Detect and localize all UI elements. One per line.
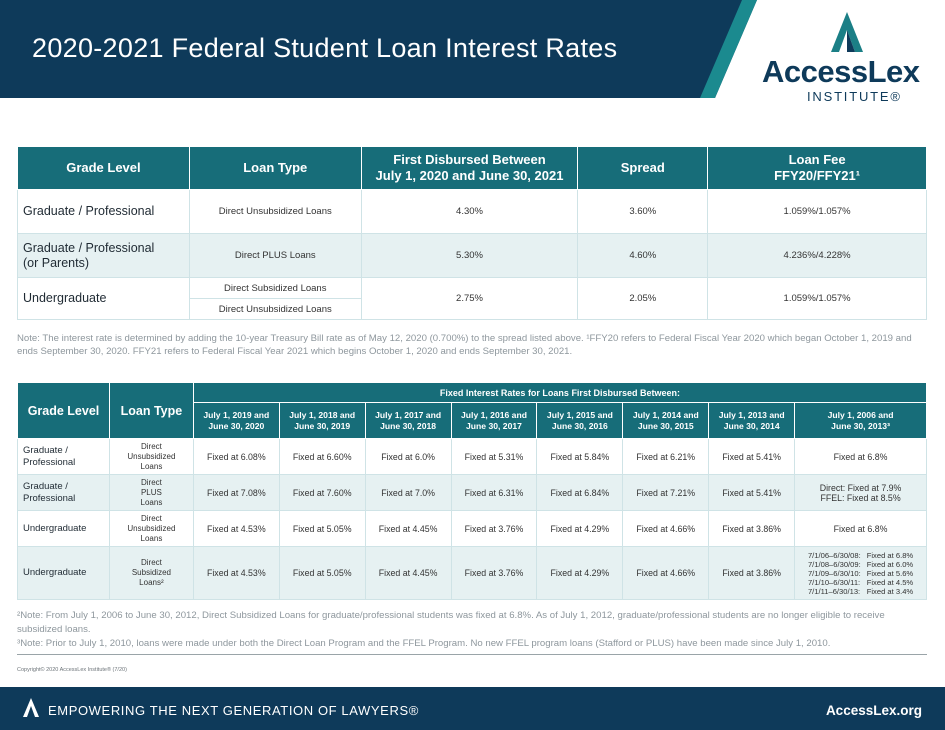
divider bbox=[17, 654, 927, 655]
grade-cell bbox=[18, 439, 110, 475]
grade-line: Graduate / Professional bbox=[23, 240, 155, 255]
loan-line: Direct bbox=[140, 477, 162, 487]
header-line: FFY20/FFY21¹ bbox=[774, 168, 861, 183]
rate-cell: Fixed at 3.86% bbox=[709, 547, 795, 600]
rate-cell bbox=[795, 547, 927, 600]
col-header-period bbox=[795, 403, 927, 439]
rate-value: Fixed at 6.0% bbox=[866, 559, 914, 569]
rate-cell: Fixed at 7.08% bbox=[193, 475, 279, 511]
header-line: June 30, 2015 bbox=[637, 420, 694, 431]
spread-cell: 2.05% bbox=[578, 278, 708, 320]
header-line: First Disbursed Between bbox=[393, 152, 546, 167]
footnote-ffel: ³Note: Prior to July 1, 2010, loans were made under both the Direct Loan Program and the FFEL Program. No new FFEL program loans (Stafford or PLUS) have been made since July 1, 2010. bbox=[17, 638, 831, 649]
fee-cell: 1.059%/1.057% bbox=[708, 190, 927, 234]
rate-value: Fixed at 3.4% bbox=[866, 586, 914, 596]
col-header-spread: Spread bbox=[578, 147, 708, 190]
col-header-grade-level: Grade Level bbox=[18, 383, 110, 439]
loan-line: PLUS bbox=[140, 487, 162, 497]
table-row bbox=[18, 547, 927, 600]
grade-line: Graduate / bbox=[23, 480, 68, 492]
logo-wordmark: AccessLex bbox=[762, 54, 920, 89]
interest-rate-note: Note: The interest rate is determined by adding the 10-year Treasury Bill rate as of May 12, 2020 (0.700%) to the spread listed above. ¹FFY20 refers to Federal Fiscal Year 2020 which began October 1, 2019 and ends September 30, 2020. FFY21 refers to Federal Fiscal Year 2021 which begins October 1, 2020 and ends September 30, 2021. bbox=[17, 333, 912, 357]
table-row bbox=[18, 278, 927, 299]
grade-cell: Undergraduate bbox=[18, 547, 110, 600]
rate-cell: Fixed at 4.45% bbox=[365, 547, 451, 600]
page-footer bbox=[0, 687, 945, 730]
loan-line: Subsidized bbox=[131, 568, 171, 577]
header-line: June 30, 2018 bbox=[380, 420, 437, 431]
rate-cell: Fixed at 3.86% bbox=[709, 511, 795, 547]
rate-value: Fixed at 5.6% bbox=[866, 568, 914, 578]
grade-line: Graduate / bbox=[23, 444, 68, 456]
header-line: July 1, 2013 and bbox=[718, 409, 785, 420]
col-header-period bbox=[623, 403, 709, 439]
col-header-loan-fee bbox=[708, 147, 927, 190]
rate-cell: Fixed at 6.8% bbox=[795, 511, 927, 547]
footnote-subsidized: ²Note: From July 1, 2006 to June 30, 2012, Direct Subsidized Loans for graduate/professional students was fixed at 6.8%. As of July 1, 2012, graduate/professional students are no longer eligible to receive subsidized loans. bbox=[17, 610, 885, 635]
spread-cell: 4.60% bbox=[578, 234, 708, 278]
header-line: June 30, 2013³ bbox=[831, 420, 890, 431]
rate-cell: Fixed at 6.60% bbox=[279, 439, 365, 475]
rate-cell: Fixed at 6.21% bbox=[623, 439, 709, 475]
rate-cell bbox=[795, 475, 927, 511]
rate-cell: Fixed at 7.21% bbox=[623, 475, 709, 511]
loan-type-cell: Direct Subsidized Loans bbox=[189, 278, 361, 299]
rate-cell: 4.30% bbox=[361, 190, 578, 234]
rate-cell: Fixed at 3.76% bbox=[451, 511, 537, 547]
rate-value: Fixed at 4.5% bbox=[866, 577, 914, 587]
current-rates-table bbox=[17, 146, 927, 320]
page-header bbox=[0, 0, 945, 104]
table-row bbox=[18, 439, 927, 475]
rate-cell: Fixed at 4.45% bbox=[365, 511, 451, 547]
rate-cell: Fixed at 4.66% bbox=[623, 547, 709, 600]
accesslex-logo[interactable] bbox=[760, 10, 930, 104]
rate-cell: Fixed at 4.29% bbox=[537, 547, 623, 600]
header-line: June 30, 2019 bbox=[294, 420, 351, 431]
loan-type-cell: Direct PLUS Loans bbox=[189, 234, 361, 278]
logo-institute: INSTITUTE® bbox=[807, 89, 902, 104]
rate-period: 7/1/11–6/30/13: bbox=[807, 586, 861, 596]
grade-cell: Undergraduate bbox=[18, 278, 190, 320]
loan-line: Direct bbox=[140, 558, 162, 567]
header-line: June 30, 2017 bbox=[466, 420, 522, 431]
col-header-first-disbursed bbox=[361, 147, 578, 190]
header-line: July 1, 2014 and bbox=[632, 409, 699, 420]
header-line: June 30, 2020 bbox=[208, 420, 265, 431]
rate-cell: Fixed at 4.53% bbox=[193, 547, 279, 600]
historical-rates-table bbox=[17, 382, 927, 600]
table-row bbox=[18, 190, 927, 234]
grade-line: Professional bbox=[23, 456, 76, 468]
header-line: July 1, 2006 and bbox=[827, 409, 894, 420]
rate-cell: 5.30% bbox=[361, 234, 578, 278]
page-title: 2020-2021 Federal Student Loan Interest Rates bbox=[32, 33, 618, 63]
rate-value: Fixed at 6.8% bbox=[866, 550, 914, 560]
rate-cell: Fixed at 7.0% bbox=[365, 475, 451, 511]
rate-history-line bbox=[808, 569, 913, 578]
accesslex-a-logo-icon bbox=[22, 697, 40, 718]
header-line: July 1, 2015 and bbox=[546, 409, 613, 420]
header-line: July 1, 2017 and bbox=[375, 409, 442, 420]
website-link[interactable]: AccessLex.org bbox=[825, 703, 922, 718]
loan-line: Loans bbox=[140, 461, 163, 471]
header-line: July 1, 2016 and bbox=[461, 409, 527, 420]
fee-cell: 1.059%/1.057% bbox=[708, 278, 927, 320]
rate-cell: Fixed at 5.41% bbox=[709, 475, 795, 511]
header-line: June 30, 2014 bbox=[723, 420, 780, 431]
table-header-row bbox=[18, 147, 927, 190]
rate-period: 7/1/06–6/30/08: bbox=[807, 550, 861, 560]
loan-type-cell bbox=[109, 475, 193, 511]
loan-line: Unsubsidized bbox=[127, 451, 176, 461]
col-header-period bbox=[279, 403, 365, 439]
rate-cell: 2.75% bbox=[361, 278, 578, 320]
rate-history-line bbox=[808, 587, 913, 596]
rate-cell: Fixed at 4.29% bbox=[537, 511, 623, 547]
rate-cell: Fixed at 5.84% bbox=[537, 439, 623, 475]
col-header-loan-type: Loan Type bbox=[189, 147, 361, 190]
header-line: July 1, 2020 and June 30, 2021 bbox=[375, 168, 564, 183]
loan-line: Direct bbox=[140, 513, 162, 523]
loan-line: Direct bbox=[140, 441, 162, 451]
rate-period: 7/1/09–6/30/10: bbox=[807, 568, 861, 578]
loan-type-cell bbox=[109, 439, 193, 475]
rate-history-list bbox=[808, 551, 913, 596]
table-row bbox=[18, 475, 927, 511]
loan-type-cell bbox=[109, 547, 193, 600]
table-header-row bbox=[18, 383, 927, 403]
accesslex-a-logo-icon bbox=[830, 10, 864, 54]
rate-cell: Fixed at 5.05% bbox=[279, 547, 365, 600]
rate-line: Direct: Fixed at 7.9% bbox=[819, 482, 902, 493]
col-header-period bbox=[451, 403, 537, 439]
fee-cell: 4.236%/4.228% bbox=[708, 234, 927, 278]
rate-cell: Fixed at 6.31% bbox=[451, 475, 537, 511]
rate-cell: Fixed at 7.60% bbox=[279, 475, 365, 511]
col-header-loan-type: Loan Type bbox=[109, 383, 193, 439]
rate-cell: Fixed at 6.08% bbox=[193, 439, 279, 475]
loan-line: Loans bbox=[140, 497, 163, 507]
grade-line: Professional bbox=[23, 492, 76, 504]
grade-cell: Undergraduate bbox=[18, 511, 110, 547]
rate-cell: Fixed at 6.0% bbox=[365, 439, 451, 475]
rate-history-line bbox=[808, 578, 913, 587]
rate-cell: Fixed at 5.41% bbox=[709, 439, 795, 475]
header-line: Loan Fee bbox=[788, 152, 846, 167]
rate-cell: Fixed at 6.84% bbox=[537, 475, 623, 511]
spread-cell: 3.60% bbox=[578, 190, 708, 234]
footer-tagline: EMPOWERING THE NEXT GENERATION OF LAWYERS® bbox=[48, 703, 419, 718]
loan-line: Loans bbox=[140, 533, 163, 543]
rate-period: 7/1/10–6/30/11: bbox=[807, 577, 861, 587]
rate-cell: Fixed at 5.05% bbox=[279, 511, 365, 547]
grade-cell bbox=[18, 234, 190, 278]
grade-line: (or Parents) bbox=[23, 255, 89, 270]
header-line: July 1, 2019 and bbox=[203, 409, 270, 420]
header-line: July 1, 2018 and bbox=[289, 409, 356, 420]
rate-period: 7/1/08–6/30/09: bbox=[807, 559, 861, 569]
grade-cell bbox=[18, 475, 110, 511]
grade-cell: Graduate / Professional bbox=[18, 190, 190, 234]
col-header-period bbox=[537, 403, 623, 439]
col-header-period bbox=[365, 403, 451, 439]
header-line: June 30, 2016 bbox=[551, 420, 608, 431]
copyright: Copyright© 2020 AccessLex Institute® (7/20) bbox=[17, 667, 127, 673]
table-row bbox=[18, 234, 927, 278]
loan-line: Unsubsidized bbox=[127, 523, 176, 533]
rate-cell: Fixed at 6.8% bbox=[795, 439, 927, 475]
loan-type-cell bbox=[109, 511, 193, 547]
rate-cell: Fixed at 3.76% bbox=[451, 547, 537, 600]
loan-type-cell: Direct Unsubsidized Loans bbox=[189, 190, 361, 234]
loan-type-cell: Direct Unsubsidized Loans bbox=[189, 299, 361, 320]
col-header-period bbox=[709, 403, 795, 439]
rate-history-line bbox=[808, 551, 913, 560]
rate-history-line bbox=[808, 560, 913, 569]
loan-line: Loans² bbox=[139, 578, 164, 587]
col-header-fixed-rates: Fixed Interest Rates for Loans First Disbursed Between: bbox=[193, 383, 926, 403]
footnotes bbox=[17, 609, 932, 651]
rate-cell: Fixed at 4.66% bbox=[623, 511, 709, 547]
table-row bbox=[18, 511, 927, 547]
col-header-grade-level: Grade Level bbox=[18, 147, 190, 190]
rate-cell: Fixed at 4.53% bbox=[193, 511, 279, 547]
rate-cell: Fixed at 5.31% bbox=[451, 439, 537, 475]
col-header-period bbox=[193, 403, 279, 439]
rate-line: FFEL: Fixed at 8.5% bbox=[820, 492, 901, 503]
